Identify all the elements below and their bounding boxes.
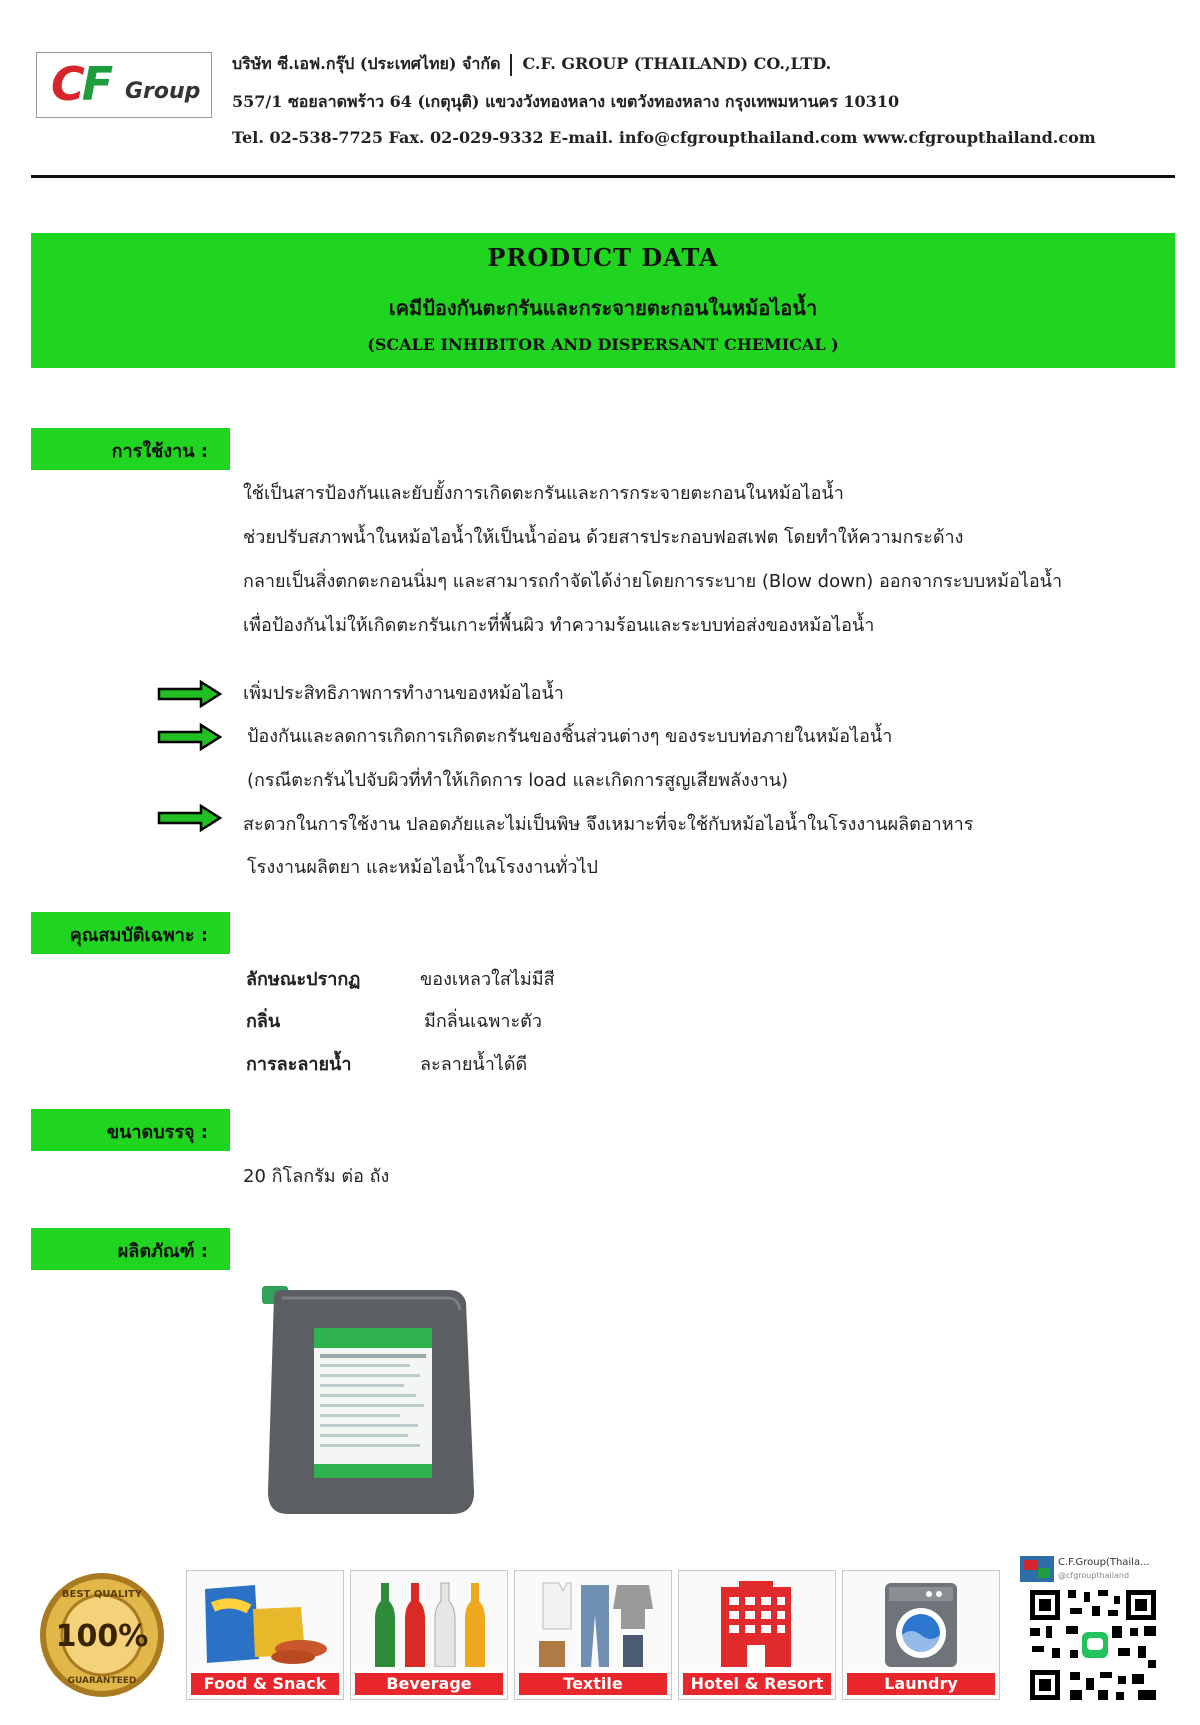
header-separator [510, 54, 512, 76]
tile-label: Textile [519, 1671, 667, 1695]
property-name: กลิ่น [246, 1011, 281, 1032]
property-name: การละลายน้ำ [246, 1054, 352, 1075]
qr-account-id: @cfgroupthailand [1058, 1571, 1130, 1580]
washing-machine-icon [853, 1579, 987, 1667]
badge-top-text: BEST QUALITY [61, 1589, 143, 1600]
section-label-packaging: ขนาดบรรจุ : [31, 1109, 230, 1151]
company-address: 557/1 ซอยลาดพร้าว 64 (เกตุนุติ) แขวงวังทองหลาง เขตวังทองหลาง กรุงเทพมหานคร 10310 [232, 92, 900, 111]
usage-paragraph-line: ช่วยปรับสภาพน้ำในหม้อไอน้ำให้เป็นน้ำอ่อน ด้วยสารประกอบฟอสเฟต โดยทำให้ความกระด้าง [243, 527, 964, 548]
qr-account-name: C.F.Group(Thaila... [1058, 1557, 1150, 1568]
section-label-properties: คุณสมบัติเฉพาะ : [31, 912, 230, 954]
green-arrow-icon [157, 679, 223, 709]
company-contact: Tel. 02-538-7725 Fax. 02-029-9332 E-mail. info@cfgroupthailand.com www.cfgroupthailand.com [232, 128, 1096, 147]
packaging-value: 20 กิโลกรัม ต่อ ถัง [243, 1166, 390, 1187]
property-name: ลักษณะปรากฏ [246, 969, 361, 990]
product-jerrycan-image [262, 1282, 480, 1518]
header-divider [31, 175, 1175, 178]
industry-tile-textile [514, 1570, 672, 1700]
qr-code-icon [1026, 1586, 1160, 1704]
tile-label: Beverage [355, 1671, 503, 1695]
hotel-building-icon [689, 1579, 823, 1667]
property-value: ของเหลวใสไม่มีสี [420, 969, 555, 990]
line-profile-icon [1020, 1556, 1054, 1582]
clothing-icon [525, 1579, 659, 1667]
section-label-usage: การใช้งาน : [31, 428, 230, 470]
usage-paragraph-line: เพื่อป้องกันไม่ให้เกิดตะกรันเกาะที่พื้นผิว ทำความร้อนและระบบท่อส่งของหม้อไอน้ำ [243, 615, 875, 636]
beverage-bottles-icon [361, 1579, 495, 1667]
industry-tile-beverage [350, 1570, 508, 1700]
product-name-th: เคมีป้องกันตะกรันและกระจายตะกอนในหม้อไอน้ำ [388, 296, 818, 320]
green-arrow-icon [157, 722, 223, 752]
tile-label: Food & Snack [191, 1671, 339, 1695]
company-logo [36, 52, 212, 118]
logo-group-text: Group [125, 79, 201, 104]
company-name-en: C.F. GROUP (THAILAND) CO.,LTD. [522, 54, 832, 73]
company-name-th: บริษัท ซี.เอฟ.กรุ๊ป (ประเทศไทย) จำกัด [232, 54, 501, 73]
badge-bottom-text: GUARANTEED [67, 1676, 137, 1686]
property-value: ละลายน้ำได้ดี [420, 1054, 528, 1075]
industry-tile-hotel-resort [678, 1570, 836, 1700]
industry-tile-food-snack [186, 1570, 344, 1700]
product-name-en: (SCALE INHIBITOR AND DISPERSANT CHEMICAL ) [367, 335, 839, 354]
usage-paragraph-line: กลายเป็นสิ่งตกตะกอนนิ่มๆ และสามารถกำจัดได้ง่ายโดยการระบาย (Blow down) ออกจากระบบหม้อไอน้ำ [243, 571, 1063, 592]
green-arrow-icon [157, 803, 223, 833]
usage-bullet-2: ป้องกันและลดการเกิดการเกิดตะกรันของชิ้นส่วนต่างๆ ของระบบท่อภายในหม้อไอน้ำ [247, 726, 893, 747]
company-name-line [232, 52, 831, 77]
property-value: มีกลิ่นเฉพาะตัว [424, 1011, 542, 1032]
usage-bullet-3: สะดวกในการใช้งาน ปลอดภัยและไม่เป็นพิษ จึงเหมาะที่จะใช้กับหม้อไอน้ำในโรงงานผลิตอาหาร [243, 814, 974, 835]
snack-bag-icon [197, 1579, 331, 1667]
usage-bullet-1: เพิ่มประสิทธิภาพการทำงานของหม้อไอน้ำ [243, 683, 564, 704]
section-label-product: ผลิตภัณฑ์ : [31, 1228, 230, 1270]
quality-guarantee-badge [33, 1571, 171, 1699]
title-band [31, 233, 1175, 368]
usage-paragraph-line: ใช้เป็นสารป้องกันและยับยั้งการเกิดตะกรันและการกระจายตะกอนในหม้อไอน้ำ [243, 483, 844, 504]
page-title: PRODUCT DATA [487, 243, 719, 272]
badge-value-text: 100% [55, 1619, 149, 1654]
industry-tile-laundry [842, 1570, 1000, 1700]
tile-label: Hotel & Resort [683, 1671, 831, 1695]
logo-mark: CF [51, 57, 111, 111]
tile-label: Laundry [847, 1671, 995, 1695]
usage-bullet-3-cont: โรงงานผลิตยา และหม้อไอน้ำในโรงงานทั่วไป [247, 857, 598, 878]
usage-bullet-2-cont: (กรณีตะกรันไปจับผิวที่ทำให้เกิดการ load และเกิดการสูญเสียพลังงาน) [247, 770, 789, 791]
